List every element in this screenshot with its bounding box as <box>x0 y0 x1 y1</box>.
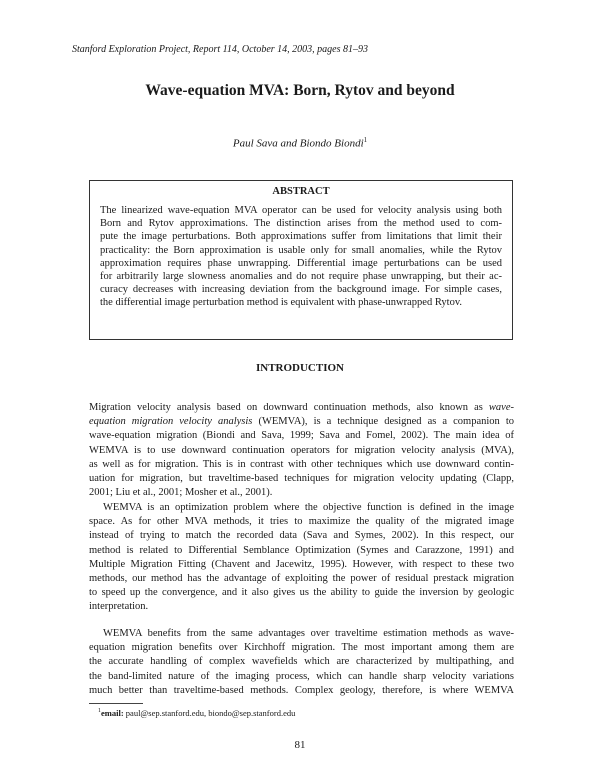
paragraph-line: method is related to Differential Semblance Optimization (Symes and Carazzone, 1991) and <box>89 544 514 556</box>
abstract-line: practicality: the Born approximation is usable only for small anomalies, while the Rytov <box>100 244 502 256</box>
abstract-line: for arbitrarily large slowness anomalies and do not require phase unwrapping, but their ac- <box>100 271 502 283</box>
paragraph-line: equation migration benefits over Kirchhoff migration. The most important among them are <box>89 642 514 654</box>
paragraph-line: equation migration velocity analysis (WEMVA), is a technique designed as a companion to <box>89 416 514 428</box>
author-line <box>0 136 600 150</box>
abstract-heading: ABSTRACT <box>272 186 330 197</box>
footnote-label: email: <box>101 708 124 718</box>
paper-title: Wave-equation MVA: Born, Rytov and beyond <box>145 82 455 99</box>
paragraph-line: the accurate handling of complex wavefields which are characterized by multipathing, and <box>89 656 514 668</box>
paragraph-line: interpretation. <box>89 601 149 613</box>
footnote <box>98 708 295 718</box>
footnote-emails[interactable]: paul@sep.stanford.edu, biondo@sep.stanford.edu <box>123 708 296 718</box>
paragraph-line: much better than traveltime-based methods. Complex geology, therefore, is where WEMVA <box>89 684 514 696</box>
paragraph-line: instead of trying to match the recorded data (Sava and Symes, 2002). In this respect, our <box>89 530 514 542</box>
page-number: 81 <box>294 739 306 751</box>
abstract-line: Born and Rytov approximations. The distinction arises from the method used to com- <box>100 218 502 230</box>
paragraph-line: the band-limited nature of the imaging process, which can handle sharp velocity variations <box>89 670 514 682</box>
abstract-line: The linearized wave-equation MVA operator can be used for velocity analysis using both <box>100 205 502 216</box>
section-heading-introduction: INTRODUCTION <box>255 362 344 374</box>
paragraph-line: Multiple Migration Fitting (Chavent and Jacewitz, 1995). However, with respect to these two <box>89 558 514 570</box>
paragraph-line: wave-equation migration (Biondi and Sava, 1999; Sava and Fomel, 2002). The main idea of <box>89 430 514 442</box>
footnote-divider <box>89 703 143 704</box>
running-header: Stanford Exploration Project, Report 114, October 14, 2003, pages 81–93 <box>72 44 368 55</box>
paragraph-line: methods, our method has the advantage of exploiting the power of residual prestack migration <box>89 573 514 585</box>
paragraph <box>89 501 514 615</box>
abstract-line: approximation requires phase unwrapping. Differential image perturbations can be used <box>100 257 502 269</box>
paragraph-line: space. As for other MVA methods, it tries to maximize the quality of the migrated image <box>89 516 514 528</box>
abstract-line: pute the image perturbations. Both approximations suffer from limitations that limit their <box>100 231 502 243</box>
author-footnote-mark: 1 <box>363 136 368 144</box>
paragraph-line: to speed up the convergence, and it also gives us the ability to guide the inversion by geologic <box>89 587 514 599</box>
abstract-line: the differential image perturbation method is equivalent with phase-unwrapped Rytov. <box>100 297 463 309</box>
paragraph-line: 2001; Liu et al., 2001; Mosher et al., 2001). <box>89 487 273 499</box>
paragraph-line: WEMVA is to use downward continuation operators for migration velocity analysis (MVA), <box>89 444 514 456</box>
paragraph-line: WEMVA is an optimization problem where the objective function is defined in the image <box>103 502 514 513</box>
footnote-mark: 1 <box>98 708 101 715</box>
paragraph-line: uation for migration, but traveltime-based techniques for migration velocity updating (Clapp, <box>89 473 514 485</box>
paragraph <box>89 627 514 698</box>
paragraph-line: Migration velocity analysis based on downward continuation methods, also known as wave- <box>89 402 514 413</box>
paragraph <box>89 401 514 500</box>
abstract-line: curacy decreases with increasing deviation from the background image. For simple cases, <box>100 284 502 296</box>
paragraph-line: WEMVA benefits from the same advantages over traveltime estimation methods as wave- <box>103 628 514 639</box>
paragraph-line: as well as for migration. This is in contrast with other techniques which use downward contin- <box>89 458 514 470</box>
author-names: Paul Sava and Biondo Biondi <box>232 137 364 150</box>
abstract-box <box>89 180 513 340</box>
